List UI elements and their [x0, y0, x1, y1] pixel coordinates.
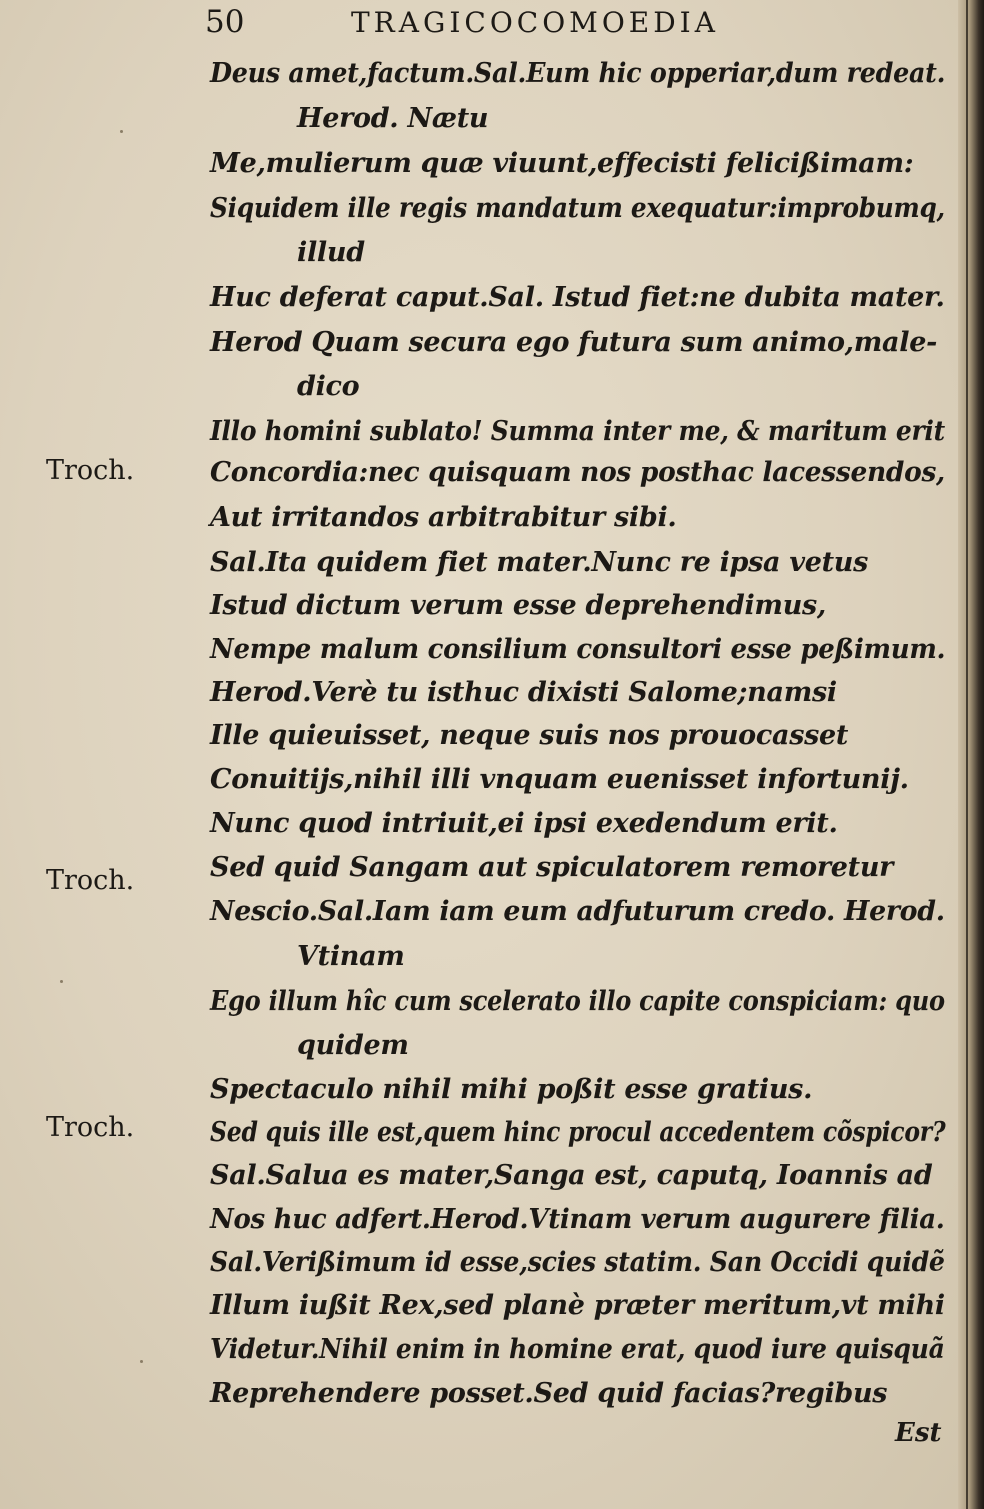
text-line — [0, 1068, 960, 1112]
text-line-content: Nescio.Sal.Iam iam eum adfuturum credo. Herod. — [210, 896, 945, 927]
text-line-content: Sal.Ita quidem fiet mater.Nunc re ipsa vetus — [210, 547, 869, 578]
text-line — [0, 496, 960, 540]
text-line-content: Sed quid Sangam aut spiculatorem remoretur — [210, 852, 894, 883]
text-line-content: Sed quis ille est,quem hinc procul accedentem cõspicor? — [210, 1117, 946, 1148]
text-line — [0, 1111, 960, 1155]
text-line-content: Ille quieuisset, neque suis nos prouocasset — [210, 720, 849, 751]
text-line — [0, 451, 960, 495]
text-line-content: Reprehendere posset.Sed quid facias?regibus — [210, 1378, 888, 1409]
text-line — [0, 890, 960, 934]
text-line-content: Aut irritandos arbitrabitur sibi. — [210, 502, 677, 533]
text-line-content: Siquidem ille regis mandatum exequatur:improbumq, — [210, 193, 945, 224]
running-title: TRAGICOCOMOEDIA — [351, 6, 719, 39]
text-line-content: Illum iußit Rex,sed planè præter meritum,vt mihi — [210, 1290, 945, 1321]
margin-note: Troch. — [46, 1112, 135, 1143]
text-line — [0, 846, 960, 890]
text-line — [0, 758, 960, 802]
text-line — [0, 1154, 960, 1198]
text-line — [0, 1328, 960, 1372]
running-header — [205, 4, 945, 44]
catchword: Est — [895, 1418, 942, 1448]
margin-note: Troch. — [46, 455, 135, 486]
text-line — [0, 187, 960, 231]
text-line — [0, 97, 960, 141]
text-line — [0, 980, 960, 1024]
text-line-content: Conuitijs,nihil illi vnquam euenisset infortunij. — [210, 764, 909, 795]
text-line — [0, 321, 960, 365]
text-line-content: Sal.Salua es mater,Sanga est, caputq, Ioannis ad — [210, 1160, 933, 1191]
text-line — [0, 52, 960, 96]
text-line — [0, 714, 960, 758]
text-line-content: Deus amet,factum.Sal.Eum hic opperiar,dum redeat. — [210, 58, 946, 89]
text-line — [0, 935, 960, 979]
text-line-content: Herod. Nætu — [297, 103, 489, 134]
page-number: 50 — [205, 4, 245, 40]
text-line — [0, 142, 960, 186]
text-line — [0, 671, 960, 715]
text-line-content: Nempe malum consilium consultori esse peßimum. — [210, 634, 946, 665]
text-line-content: quidem — [297, 1030, 409, 1061]
text-line-content: Me,mulierum quæ viuunt,effecisti felicißimam: — [210, 148, 914, 179]
text-line — [0, 276, 960, 320]
text-line-content: Herod.Verè tu isthuc dixisti Salome;namsi — [210, 677, 837, 708]
text-line — [0, 628, 960, 672]
text-line — [0, 231, 960, 275]
text-line — [0, 410, 960, 454]
text-line-content: Videtur.Nihil enim in homine erat, quod iure quisquã — [210, 1334, 945, 1365]
text-line-content: Nunc quod intriuit,ei ipsi exedendum erit. — [210, 808, 838, 839]
text-line — [0, 1024, 960, 1068]
text-line-content: Concordia:nec quisquam nos posthac lacessendos, — [210, 457, 945, 488]
text-line-content: Sal.Verißimum id esse,scies statim. San Occidi quidẽ — [210, 1247, 945, 1278]
text-line-content: Nos huc adfert.Herod.Vtinam verum augurere filia. — [210, 1204, 945, 1235]
text-line-content: Huc deferat caput.Sal. Istud fiet:ne dubita mater. — [210, 282, 945, 313]
text-line-content: Ego illum hîc cum scelerato illo capite conspiciam: quo — [210, 986, 945, 1017]
text-line — [0, 1241, 960, 1285]
text-line — [0, 584, 960, 628]
text-line-content: illud — [297, 237, 365, 268]
text-line-content: Spectaculo nihil mihi poßit esse gratius. — [210, 1074, 813, 1105]
book-spine-shadow — [958, 0, 984, 1509]
text-line — [0, 365, 960, 409]
text-line — [0, 1284, 960, 1328]
page-edge-line — [966, 0, 968, 1509]
text-line — [0, 802, 960, 846]
margin-note: Troch. — [46, 865, 135, 896]
text-line — [0, 1198, 960, 1242]
text-line-content: Vtinam — [297, 941, 405, 972]
text-line-content: Illo homini sublato! Summa inter me, & maritum erit — [210, 416, 945, 447]
text-line-content: dico — [297, 371, 360, 402]
text-line — [0, 1372, 960, 1416]
text-line-content: Istud dictum verum esse deprehendimus, — [210, 590, 827, 621]
text-line — [0, 541, 960, 585]
text-line-content: Herod Quam secura ego futura sum animo,male- — [210, 327, 937, 358]
